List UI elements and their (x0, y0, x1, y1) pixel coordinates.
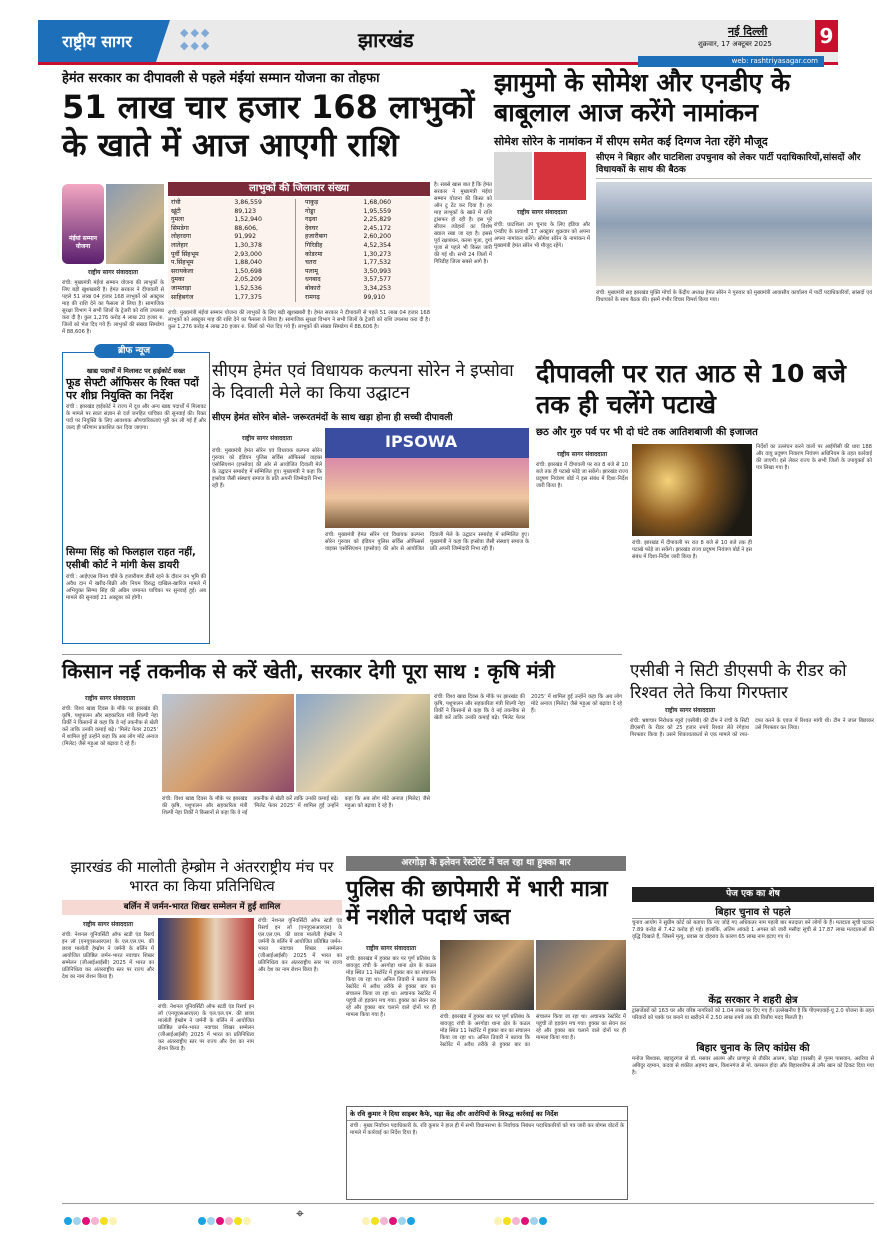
candidate-photo-2 (534, 152, 586, 200)
maloti-photo (158, 918, 254, 1000)
district-name: गढ़वा (305, 216, 318, 224)
district-count: 2,25,829 (363, 216, 392, 224)
kisan-body-right: रांची: विश्व खाद्य दिवस के मौके पर झारखंड की कृषि, पशुपालन और सहकारिता मंत्री शिल्पी नेहा तिर्की ने किसानों से कहा कि वे नई तकनीक से खेती करें ताकि उनकी कमाई बढ़े। 'मिलेट फेयर 2025' में शामिल हुईं उन्होंने कहा कि अब लोग मोटे अनाज (मिलेट) जैसे मड़ुआ को बढ़ावा दे रहे हैं। (434, 694, 622, 721)
district-name: लोहरदगा (171, 233, 191, 241)
district-row (302, 251, 430, 260)
district-row (168, 233, 296, 242)
district-name: सिमडेगा (171, 224, 189, 232)
district-name: साहिबगंज (171, 293, 194, 301)
ipsowa-banner-text: IPSOWA (385, 432, 458, 451)
lead-headline: 51 लाख चार हजार 168 लाभुकों के खाते में आज आएगी राशि (62, 88, 475, 164)
district-table-title: लाभुकों की जिलावार संख्या (168, 182, 430, 196)
district-count: 1,95,559 (363, 207, 392, 215)
district-row (168, 208, 296, 217)
district-count: 1,88,040 (234, 259, 262, 267)
district-count: 2,45,172 (363, 224, 392, 232)
hookah-photo-1 (440, 940, 534, 1010)
maloti-body-right: रांची: नेशनल यूनिवर्सिटी ऑफ स्टडी एंड रिसर्च इन लॉ (एनयूएसआरएल) के एल.एल.एम. की छात्रा मालोती हेम्ब्रोम ने जर्मनी के बर्लिन में आयोजित प्रतिष्ठित जर्मन-भारत नवाचार शिखर सम्मेलन (जीआईआईसी) 2025 में भारत का प्रतिनिधित्व कर अंतरराष्ट्रीय स्तर पर राज्य और देश का नाम रोशन किया है। (258, 918, 342, 973)
district-name: लातेहार (171, 241, 188, 249)
district-name: गोड्डा (305, 207, 316, 215)
ipsowa-body-continued: रांची: मुख्यमंत्री हेमंत सोरेन एवं विधायक कल्पना सोरेन गुरुवार को इंडियन पुलिस सर्विस ऑफिसर्स वाइव्स एसोसिएशन (इप्सोवा) की ओर से आयोजित दिवाली मेले के उद्घाटन समारोह में सम्मिलित हुए। मुख्यमंत्री ने कहा कि इप्सोवा जैसी संस्थाएं समाज के प्रति अपनी जिम्मेदारी निभा रही हैं। (325, 532, 529, 552)
fireworks-photo (632, 444, 752, 536)
district-count: 1,50,698 (234, 267, 262, 275)
hookah-kicker: अरगोड़ा के इलेवन रेस्टोरेंट में चल रहा था हुक्का बार (346, 856, 626, 871)
district-name: हजारीबाग (305, 233, 328, 241)
decorative-dots-icon: ◆◆◆ ◆◆◆ (180, 26, 212, 52)
district-count: 99,910 (363, 293, 386, 301)
maloti-body: रांची: नेशनल यूनिवर्सिटी ऑफ स्टडी एंड रिसर्च इन लॉ (एनयूएसआरएल) के एल.एल.एम. की छात्रा मालोती हेम्ब्रोम ने जर्मनी के बर्लिन में आयोजित प्रतिष्ठित जर्मन-भारत नवाचार शिखर सम्मेलन (जीआईआईसी) 2025 में भारत का प्रतिनिधित्व कर अंतरराष्ट्रीय स्तर पर राज्य और देश का नाम रोशन किया है। (62, 932, 154, 980)
district-name: पलामू (305, 267, 319, 275)
district-row (302, 216, 430, 225)
district-row (168, 216, 296, 225)
lead-body-right: है। सबसे खास बात है कि हेमंत सरकार ने मुख्यमंत्री मंईयां सम्मान योजना की किस्त को ऑन टू टेंट कर दिया है। हर माह लाभुकों के खाते में राशि ट्रांसफर हो रही है। इस पूरे सीजन त्योहारों का विशेष ख्याल रखा जा रहा है। इससे पूर्व रक्षाबंधन, करमा पूजा, दुर्गा पूजा से पहले भी किस्त जारी की गई थी। सभी 24 जिलों में गिरिडीह जिला सबसे आगे है। (434, 182, 492, 265)
hookah-headline: पुलिस की छापेमारी में भारी मात्रा में नशीले पदार्थ जब्त (346, 877, 608, 930)
masthead (38, 20, 838, 65)
brief-item1-headline: फूड सेफ्टी ऑफिसर के रिक्त पदों पर शीघ्र नियुक्ति का निर्देश (66, 376, 199, 402)
district-name: दुमका (171, 276, 185, 284)
district-name: बोकारो (305, 284, 321, 292)
district-count: 88,606, (234, 224, 258, 232)
ipsowa-body: रांची: मुख्यमंत्री हेमंत सोरेन एवं विधायक कल्पना सोरेन गुरुवार को इंडियन पुलिस सर्विस ऑफिसर्स वाइव्स एसोसिएशन (इप्सोवा) की ओर से आयोजित दिवाली मेले के उद्घाटन समारोह में सम्मिलित हुए। मुख्यमंत्री ने कहा कि इप्सोवा जैसी संस्थाएं समाज के प्रति अपनी जिम्मेदारी निभा रही हैं। (212, 448, 322, 489)
district-count: 2,60,200 (363, 233, 392, 241)
color-registration-strip-1 (64, 1210, 118, 1229)
kisan-headline: किसान नई तकनीक से करें खेती, सरकार देगी पूरा साथ : कृषि मंत्री (62, 659, 555, 683)
district-count: 89,123 (234, 207, 257, 215)
kisan-photo-2 (296, 694, 430, 792)
district-row (168, 242, 296, 251)
district-table-right (302, 199, 430, 302)
district-name: रांची (171, 199, 181, 206)
district-name: देवघर (305, 224, 318, 232)
kisan-body: रांची: विश्व खाद्य दिवस के मौके पर झारखंड की कृषि, पशुपालन और सहकारिता मंत्री शिल्पी नेहा तिर्की ने किसानों से कहा कि वे नई तकनीक से खेती करें ताकि उनकी कमाई बढ़े। 'मिलेट फेयर 2025' में शामिल हुईं उन्होंने कहा कि अब लोग मोटे अनाज (मिलेट) जैसे मड़ुआ को बढ़ावा दे रहे हैं। (62, 706, 158, 747)
remainder-section-3-body: मनोज बिश्वास, बहादुरगंज से डॉ. मसवर आलम और प्राणपुर से तौकीर आलम, कोढ़ा (एससी) से पूनम पासवान, अररिया से अबिदुर रहमान, कदवा से शकील अहमद खान, किशनगंज से मो. कमरुल होदा और बिहारशरीफ से उमैर खान को टिकट दिया गया है। (632, 1056, 874, 1076)
district-name: खूंटी (171, 207, 181, 215)
acb-headline: एसीबी ने सिटी डीएसपी के रीडर को रिश्वत लेते किया गिरफ्तार (630, 661, 847, 703)
district-row (302, 259, 430, 268)
color-registration-strip-3 (362, 1210, 416, 1229)
district-name: चतरा (305, 259, 317, 267)
somesh-subhead: सोमेश सोरेन के नामांकन में सीएम समेत कई दिग्गज नेता रहेंगे मौजूद (494, 135, 768, 148)
brand-logo: राष्ट्रीय सागर (38, 20, 156, 62)
district-count: 3,50,993 (363, 267, 392, 275)
district-row (168, 294, 296, 303)
somesh-body: रांची: घाटशिला उप चुनाव के लिए इंडिया और एनडीए के प्रत्याशी 17 अक्टूबर शुक्रवार को अपना अपना नामांकन करेंगे। सोमेश सोरेन के नामांकन में मुख्यमंत्री हेमंत सोरेन भी मौजूद रहेंगे। (494, 222, 590, 249)
district-count: 1,77,532 (363, 259, 392, 267)
page-one-remainder-label: पेज एक का शेष (632, 887, 874, 902)
district-count: 1,68,060 (363, 199, 392, 206)
district-row (168, 199, 296, 208)
color-registration-strip-2 (198, 1210, 252, 1229)
acb-byline: राष्ट्रीय सागर संवाददाता (664, 707, 715, 714)
district-name: पूर्वी सिंहभूम (171, 250, 199, 258)
maloti-body-continued: रांची: नेशनल यूनिवर्सिटी ऑफ स्टडी एंड रिसर्च इन लॉ (एनयूएसआरएल) के एल.एल.एम. की छात्रा मालोती हेम्ब्रोम ने जर्मनी के बर्लिन में आयोजित प्रतिष्ठित जर्मन-भारत नवाचार शिखर सम्मेलन (जीआईआईसी) 2025 में भारत का प्रतिनिधित्व कर अंतरराष्ट्रीय स्तर पर राज्य और देश का नाम रोशन किया है। (158, 1004, 254, 1052)
district-row (302, 268, 430, 277)
edition-city: नई दिल्ली (728, 25, 768, 38)
district-name: जामताड़ा (171, 284, 191, 292)
cm-portrait-photo (106, 184, 164, 264)
district-name: रामगढ़ (305, 293, 320, 301)
ipsowa-photo (325, 428, 529, 528)
district-count: 2,05,209 (234, 276, 262, 284)
crosshair-icon: ⌖ (296, 1206, 304, 1222)
somesh-headline: झामुमो के सोमेश और एनडीए के बाबूलाल आज करेंगे नामांकन (494, 68, 791, 127)
district-name: गुमला (171, 216, 184, 224)
district-row (302, 208, 430, 217)
cm-meeting-headline: सीएम ने बिहार और घाटशिला उपचुनाव को लेकर पार्टी पदाधिकारियों,सांसदों और विधायकों के साथ की बैठक (596, 152, 872, 179)
district-count: 4,52,354 (363, 241, 392, 249)
section-divider (62, 654, 622, 655)
district-row (302, 242, 430, 251)
kisan-byline: राष्ट्रीय सागर संवाददाता (84, 695, 135, 702)
election-notice-box (346, 1106, 628, 1200)
cm-meeting-body: रांची: मुख्यमंत्री सह झारखंड मुक्ति मोर्चा के केंद्रीय अध्यक्ष हेमंत सोरेन ने गुरुवार को मुख्यमंत्री आवासीय कार्यालय में पार्टी पदाधिकारियों, सांसदों एवं विधायकों के साथ बैठक की। इसमें गंभीर विचार विमर्श किया गया। (596, 290, 872, 303)
election-notice-headline: के रवि कुमार ने दिया साइबर कैफे, घड़ा केंद्र और आरोपियों के विरुद्ध कार्रवाई का निर्देश (347, 1107, 627, 1121)
brief-item1-kicker: खाद्य पदार्थों में मिलावट पर हाईकोर्ट सख्त (86, 367, 186, 375)
district-row (168, 285, 296, 294)
district-row (168, 276, 296, 285)
remainder-section-3-title: बिहार चुनाव के लिए कांग्रेस की (696, 1043, 810, 1054)
color-registration-strip-4 (494, 1210, 548, 1229)
maloti-headline: झारखंड की मालोती हेम्ब्रोम ने अंतरराष्ट्रीय मंच पर भारत का किया प्रतिनिधित्व (70, 858, 334, 895)
kisan-photo-1 (162, 694, 294, 792)
remainder-section-1-body: चुनाव आयोग ने सुप्रीम कोर्ट को बताया कि नए जोड़े गए अधिकतर नाम पहली बार मतदाता बने लोगों के हैं। मतदाता सूची घटकर 7.89 करोड़ से 7.42 करोड़ हो गई। हालांकि, अंतिम आंकड़े 1 अगस्त को जारी मसौदा सूची से 17.87 लाख मतदाताओं की वृद्धि दिखाते हैं, जिसमें मृत्यु, प्रवास या दोहराव के कारण 65 लाख नाम हटाए गए थे। (632, 920, 874, 940)
page-number: 9 (815, 20, 838, 52)
lead-body: रांची: मुख्यमंत्री मंईयां सम्मान योजना की लाभुकों के लिए बड़ी खुशखबरी है। हेमंत सरकार ने दीपावली से पहले 51 लाख 04 हजार 168 लाभुकों को अक्टूबर माह की राशि देने का फैसला ले लिया है। सामाजिक सुरक्षा विभाग ने सभी जिलों के ट्रेजरी को राशि उपलब्ध करा दी है। कुल 1,276 करोड़ 4 लाख 20 हजार रु. जिलों को भेज दिए गये हैं। लाभुकों की संख्या सिमडेगा में 88,606 है। (62, 280, 164, 335)
district-count: 3,34,253 (363, 284, 392, 292)
firecracker-headline: दीपावली पर रात आठ से 10 बजे तक ही चलेंगे पटाखे (536, 359, 846, 419)
website-link[interactable]: web: rashtriyasagar.com (638, 56, 824, 67)
firecracker-side-body: निर्देशों का उल्लंघन करने वालों पर आईपीसी की धारा 188 और वायु प्रदूषण निवारण नियंत्रण अधिनियम के तहत कार्रवाई की जाएगी। इसे लेकर राज्य के सभी जिलों के उपायुक्तों को पत्र लिखा गया है। (756, 444, 872, 471)
district-row (302, 276, 430, 285)
district-row (168, 268, 296, 277)
firecracker-subhead: छठ और गुरु पर्व पर भी दो घंटे तक आतिशबाजी की इजाजत (536, 427, 758, 438)
remainder-section-2-body: ट्रांसजेंडरों को 163 घर और वरिष्ठ नागरिकों को 1.04 लाख घर दिए गए हैं। उल्लेखनीय है कि पीएमएवाई-यू 2.0 योजना के तहत परिवारों को पक्के घर बनाने या खरीदने में 2.50 लाख रुपये तक की वित्तीय मदद मिलती है। (632, 1008, 874, 1021)
remainder-section-1-title: बिहार चुनाव से पहले (632, 904, 874, 919)
district-row (302, 233, 430, 242)
somesh-byline: राष्ट्रीय सागर संवाददाता (516, 209, 567, 216)
district-name: सरायकेला (171, 267, 194, 275)
district-count: 3,86,559 (234, 199, 262, 206)
brief-item2-headline: सिग्मा सिंह को फिलहाल राहत नहीं, एसीबी कोर्ट ने मांगी केस डायरी (66, 547, 196, 571)
acb-body: रांची: भ्रष्टाचार निरोधक ब्यूरो (एसीबी) की टीम ने रांची के सिटी डीएसपी के रीडर को 25 हजार रुपये रिश्वत लेते रंगेहाथ गिरफ्तार किया है। उसने शिकायतकर्ता से एक मामले को रफा-दफा करने के एवज में रिश्वत मांगी थी। टीम ने जाल बिछाकर उसे गिरफ्तार कर लिया। (630, 718, 874, 738)
district-table (168, 197, 430, 307)
firecracker-body-continued: रांची: झारखंड में दीपावली पर रात 8 बजे से 10 बजे तक ही पटाखे फोड़े जा सकेंगे। झारखंड राज्य प्रदूषण नियंत्रण बोर्ड ने इस संबंध में दिशा-निर्देश जारी किया है। (632, 540, 752, 560)
brief-item1-body: रांची : झारखंड हाईकोर्ट ने राज्य में दूध और अन्य खाद्य पदार्थों में मिलावट के मामले पर स्वतः संज्ञान से दर्ज जनहित याचिका की सुनवाई की। रिक्त पदों पर नियुक्ति के लिए आवश्यक औपचारिकताएं पूरी कर ली गई हैं और जल्द ही परिणाम प्रकाशित कर दिया जाएगा। (66, 404, 206, 431)
district-row (168, 259, 296, 268)
district-count: 1,30,378 (234, 241, 262, 249)
hookah-byline: राष्ट्रीय सागर संवाददाता (365, 945, 416, 952)
district-table-left (168, 199, 296, 302)
hookah-photo-2 (536, 940, 626, 1010)
district-name: धनबाद (305, 276, 321, 284)
district-name: प.सिंहभूम (171, 259, 194, 267)
lead-byline: राष्ट्रीय सागर संवाददाता (87, 269, 138, 276)
district-count: 3,57,577 (363, 276, 392, 284)
ipsowa-byline: राष्ट्रीय सागर संवाददाता (241, 435, 292, 442)
district-name: गिरिडीह (305, 241, 323, 249)
district-row (168, 251, 296, 260)
district-count: 1,30,273 (363, 250, 392, 258)
district-row (302, 285, 430, 294)
brief-item2-body: रांची : आईएएस विनय चौबे के हजारीबाग डीसी रहने के दौरान वन भूमि की अवैध दान में खरीद-बिक्री और नियम विरुद्ध दाखिल-खारिज मामले में अभियुक्त सिग्मा सिंह की अग्रिम जमानत याचिका पर सुनवाई हुई। अब मामले की सुनवाई 21 अक्टूबर को होगी। (66, 574, 206, 601)
meeting-photo (596, 182, 872, 286)
hookah-body: रांची: झारखंड में हुक्का बार पर पूर्ण प्रतिबंध के बावजूद रांची के अरगोड़ा थाना क्षेत्र के कठल मोड़ स्थित 11 रेस्टोरेंट में हुक्का बार का संचालन किया जा रहा था। अनिल तिवारी ने बताया कि रेस्टोरेंट में अवैध तरीके से हुक्का बार का संचालन किया जा रहा था। अचानक रेस्टोरेंट में पहुंची तो हड़कंप मच गया। हुक्का का सेवन कर रहे और हुक्का बार चलाने वाले दोनों पर ही मामला किया गया है। (346, 956, 436, 1018)
firecracker-byline: राष्ट्रीय सागर संवाददाता (556, 451, 607, 458)
district-count: 1,52,536 (234, 284, 262, 292)
firecracker-body: रांची: झारखंड में दीपावली पर रात 8 बजे से 10 बजे तक ही पटाखे फोड़े जा सकेंगे। झारखंड राज्य प्रदूषण नियंत्रण बोर्ड ने इस संबंध में दिशा-निर्देश जारी किया है। (536, 462, 628, 489)
section-title: झारखंड (358, 28, 414, 52)
kisan-body-continued: रांची: विश्व खाद्य दिवस के मौके पर झारखंड की कृषि, पशुपालन और सहकारिता मंत्री शिल्पी नेहा तिर्की ने किसानों से कहा कि वे नई तकनीक से खेती करें ताकि उनकी कमाई बढ़े। 'मिलेट फेयर 2025' में शामिल हुईं उन्होंने कहा कि अब लोग मोटे अनाज (मिलेट) जैसे मड़ुआ को बढ़ावा दे रहे हैं। (162, 796, 430, 816)
district-name: कोडरमा (305, 250, 323, 258)
candidate-photo-1 (494, 152, 532, 200)
maiyan-yojana-logo: मंईयां सम्मान योजना (62, 184, 104, 264)
brief-news-label: ब्रीफ न्यूज (94, 344, 174, 358)
ipsowa-subhead: सीएम हेमंत सोरेन बोले- जरूरतमंदों के साथ खड़ा होना ही सच्ची दीपावली (212, 413, 453, 423)
lead-body-continued: रांची: मुख्यमंत्री मंईयां सम्मान योजना की लाभुकों के लिए बड़ी खुशखबरी है। हेमंत सरकार ने दीपावली से पहले 51 लाख 04 हजार 168 लाभुकों को अक्टूबर माह की राशि देने का फैसला ले लिया है। सामाजिक सुरक्षा विभाग ने सभी जिलों के ट्रेजरी को राशि उपलब्ध करा दी है। कुल 1,276 करोड़ 4 लाख 20 हजार रु. जिलों को भेज दिए गये हैं। लाभुकों की संख्या सिमडेगा में 88,606 है। (168, 310, 430, 330)
remainder-section-2-title: केंद्र सरकार ने शहरी क्षेत्र (632, 992, 874, 1007)
election-notice-body: रांची : मुख्य निर्वाचन पदाधिकारी के. रवि कुमार ने हाल ही में सभी विधानसभा के निर्वाचक निबंधन पदाधिकारियों को पत्र जारी कर बोगस वोटरों के मामले में कार्रवाई का निर्देश दिया है। (350, 1123, 624, 1136)
district-name: पाकुड़ (305, 199, 319, 206)
district-row (302, 199, 430, 208)
ipsowa-headline: सीएम हेमंत एवं विधायक कल्पना सोरेन ने इप्सोवा के दिवाली मेले का किया उद्घाटन (212, 361, 514, 403)
maloti-subhead: बर्लिन में जर्मन-भारत शिखर सम्मेलन में हुईं शामिल (62, 900, 342, 915)
district-count: 1,77,375 (234, 293, 262, 301)
district-row (302, 294, 430, 303)
lead-kicker: हेमंत सरकार का दीपावली से पहले मंईयां सम्मान योजना का तोहफा (62, 71, 380, 86)
footer-rule (62, 1203, 874, 1204)
maloti-byline: राष्ट्रीय सागर संवाददाता (82, 921, 133, 928)
hookah-body-continued: रांची: झारखंड में हुक्का बार पर पूर्ण प्रतिबंध के बावजूद रांची के अरगोड़ा थाना क्षेत्र के कठल मोड़ स्थित 11 रेस्टोरेंट में हुक्का बार का संचालन किया जा रहा था। अनिल तिवारी ने बताया कि रेस्टोरेंट में अवैध तरीके से हुक्का बार का संचालन किया जा रहा था। अचानक रेस्टोरेंट में पहुंची तो हड़कंप मच गया। हुक्का का सेवन कर रहे और हुक्का बार चलाने वाले दोनों पर ही मामला किया गया है। (440, 1014, 626, 1048)
issue-date: शुक्रवार, 17 अक्टूबर 2025 (698, 40, 772, 48)
district-count: 1,52,940 (234, 216, 262, 224)
district-count: 2,93,000 (234, 250, 262, 258)
district-count: 91,992 (234, 233, 257, 241)
